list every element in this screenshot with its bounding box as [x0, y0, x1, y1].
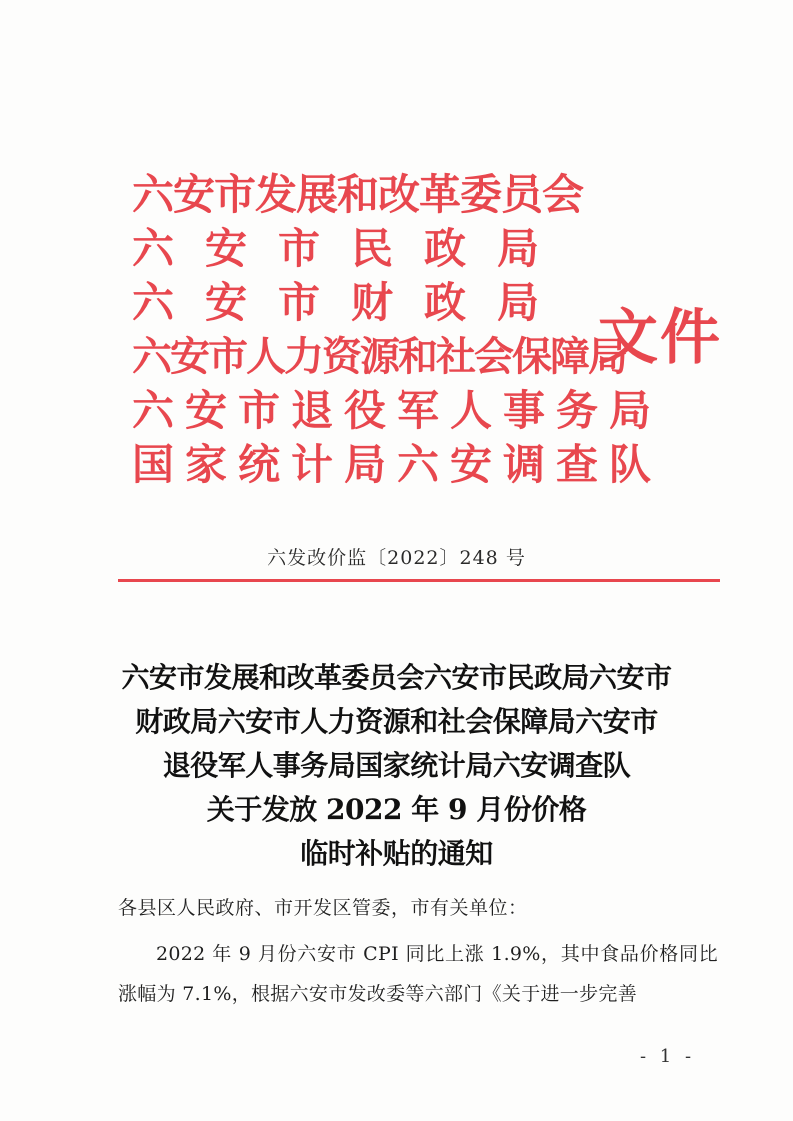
issuer-line: 六安市财政局: [132, 278, 571, 327]
page-number: - 1 -: [640, 1046, 696, 1067]
issuer-line: 六安市民政局: [132, 224, 571, 273]
issuer-line: 六安市人力资源和社会保障局: [132, 333, 626, 380]
title-line: 退役军人事务局国家统计局六安调查队: [162, 749, 631, 782]
title-line: 财政局六安市人力资源和社会保障局六安市: [135, 705, 658, 738]
body-paragraph: 2022 年 9 月份六安市 CPI 同比上涨 1.9%，其中食品价格同比涨幅为 7.1%，根据六安市发改委等六部门《关于进一步完善: [118, 943, 718, 1005]
document-number: 六发改价监〔2022〕248 号: [267, 547, 526, 569]
title-line: 六安市发展和改革委员会六安市民政局六安市: [121, 661, 672, 694]
title-line: 关于发放 2022 年 9 月份价格: [206, 793, 587, 826]
red-separator-line: [118, 579, 720, 582]
issuer-line: 国家统计局六安调查队: [132, 440, 663, 489]
issuer-line: 六安市退役军人事务局: [132, 386, 663, 435]
salutation: 各县区人民政府、市开发区管委，市有关单位：: [118, 897, 528, 919]
document-title: [0, 656, 793, 876]
document-type-label: 文件: [598, 303, 722, 373]
title-line: 临时补贴的通知: [300, 837, 493, 870]
issuer-line: 六安市发展和改革委员会: [132, 170, 584, 219]
